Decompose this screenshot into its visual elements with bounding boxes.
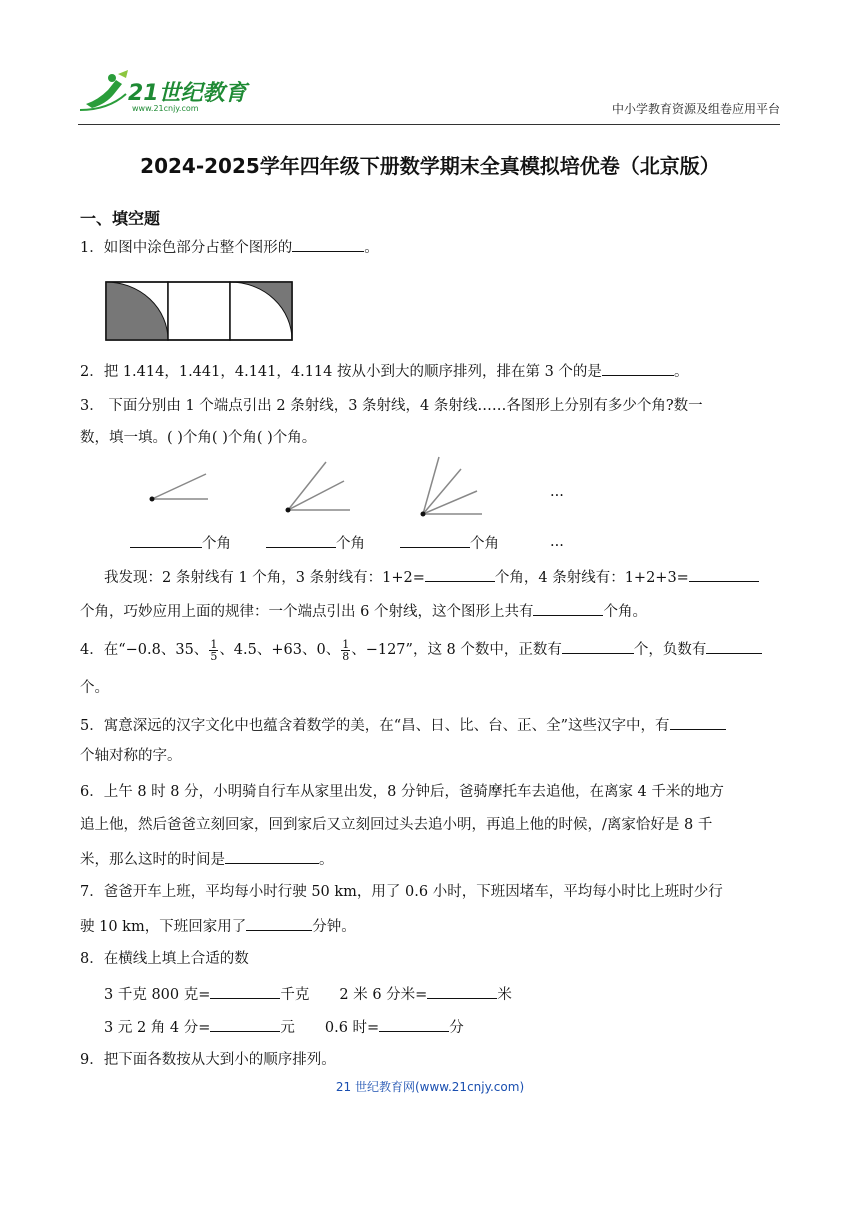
question-8-row1: 3 千克 800 克= 千克 2 米 6 分米= 米 bbox=[104, 983, 512, 1005]
header-divider bbox=[78, 124, 780, 125]
question-6-line3: 米，那么这时的时间是 。 bbox=[80, 848, 334, 870]
q1-figure bbox=[105, 281, 295, 345]
answer-blank[interactable] bbox=[225, 848, 319, 864]
answer-blank[interactable] bbox=[266, 532, 336, 548]
logo-url: www.21cnjy.com bbox=[132, 104, 199, 113]
fraction-one-fifth: $\frac{1}{5}$ bbox=[210, 637, 218, 663]
logo-text: 21世纪教育 bbox=[128, 81, 247, 106]
answer-blank[interactable] bbox=[400, 532, 470, 548]
answer-blank[interactable] bbox=[562, 638, 634, 654]
page-title: 2024-2025学年四年级下册数学期末全真模拟培优卷（北京版） bbox=[140, 154, 720, 178]
question-5-line2: 个轴对称的字。 bbox=[80, 748, 182, 764]
question-4: 4．在“−0.8、35、 $\frac{1}{5}$ 、4.5、+63、0、 $\frac{1}{8}$ 、−127”，这 8 个数中，正数有 个，负数有 bbox=[80, 638, 762, 662]
question-8-row2: 3 元 2 角 4 分= 元 0.6 时= 分 bbox=[104, 1016, 464, 1038]
discovery-line2: 个角，巧妙应用上面的规律：一个端点引出 6 个射线，这个图形上共有 个角。 bbox=[80, 600, 647, 622]
answer-blank[interactable] bbox=[292, 236, 364, 252]
angle-answer-2: 个角 bbox=[266, 532, 365, 554]
question-7-line2: 驶 10 km，下班回家用了 分钟。 bbox=[80, 915, 356, 937]
answer-blank[interactable] bbox=[706, 638, 762, 654]
question-7-line1: 7．爸爸开车上班，平均每小时行驶 50 km，用了 0.6 小时，下班因堵车，平均每小时比上班时少行 bbox=[80, 884, 723, 900]
question-3-line2: 数，填一填。( )个角( )个角( )个角。 bbox=[80, 430, 317, 446]
question-3-line1: 3． 下面分别由 1 个端点引出 2 条射线，3 条射线，4 条射线……各图形上分别有多少个角?数一 bbox=[80, 398, 703, 414]
section-title: 一、填空题 bbox=[80, 209, 161, 228]
answer-blank[interactable] bbox=[210, 983, 280, 999]
angle-figures bbox=[140, 455, 500, 529]
answer-blank[interactable] bbox=[670, 714, 726, 730]
answer-blank[interactable] bbox=[246, 915, 312, 931]
answer-blank[interactable] bbox=[533, 600, 603, 616]
question-9: 9．把下面各数按从大到小的顺序排列。 bbox=[80, 1052, 336, 1068]
angle-answer-3: 个角 bbox=[400, 532, 499, 554]
figure-ellipsis: ... bbox=[550, 484, 564, 500]
logo bbox=[78, 70, 248, 118]
question-8-title: 8．在横线上填上合适的数 bbox=[80, 951, 249, 967]
fraction-one-eighth: $\frac{1}{8}$ bbox=[342, 637, 350, 663]
discovery-line1: 我发现：2 条射线有 1 个角，3 条射线有：1+2= 个角，4 条射线有：1+2+3= bbox=[104, 566, 759, 588]
answer-blank[interactable] bbox=[130, 532, 202, 548]
answer-blank[interactable] bbox=[210, 1016, 280, 1032]
question-2: 2．把 1.414，1.441，4.141，4.114 按从小到大的顺序排列，排在第 3 个的是 。 bbox=[80, 360, 688, 382]
footer-link[interactable]: 21 世纪教育网(www.21cnjy.com) bbox=[335, 1080, 525, 1094]
question-6-line1: 6．上午 8 时 8 分，小明骑自行车从家里出发，8 分钟后，爸骑摩托车去追他，在离家 4 千米的地方 bbox=[80, 784, 724, 800]
answer-blank[interactable] bbox=[427, 983, 497, 999]
question-6-line2: 追上他，然后爸爸立刻回家，回到家后又立刻回过头去追小明，再追上他的时候，/离家恰好是 8 千 bbox=[80, 817, 713, 833]
question-4-tail: 个。 bbox=[80, 680, 109, 696]
angle-answer-1: 个角 bbox=[130, 532, 231, 554]
question-5-line1: 5．寓意深远的汉字文化中也蕴含着数学的美，在“昌、日、比、台、正、全”这些汉字中，有 bbox=[80, 714, 726, 736]
answer-blank[interactable] bbox=[425, 566, 495, 582]
answer-ellipsis: ... bbox=[550, 534, 564, 550]
question-1: 1．如图中涂色部分占整个图形的 。 bbox=[80, 236, 379, 258]
answer-blank[interactable] bbox=[602, 360, 674, 376]
answer-blank[interactable] bbox=[379, 1016, 449, 1032]
answer-blank[interactable] bbox=[689, 566, 759, 582]
platform-label: 中小学教育资源及组卷应用平台 bbox=[611, 102, 780, 116]
